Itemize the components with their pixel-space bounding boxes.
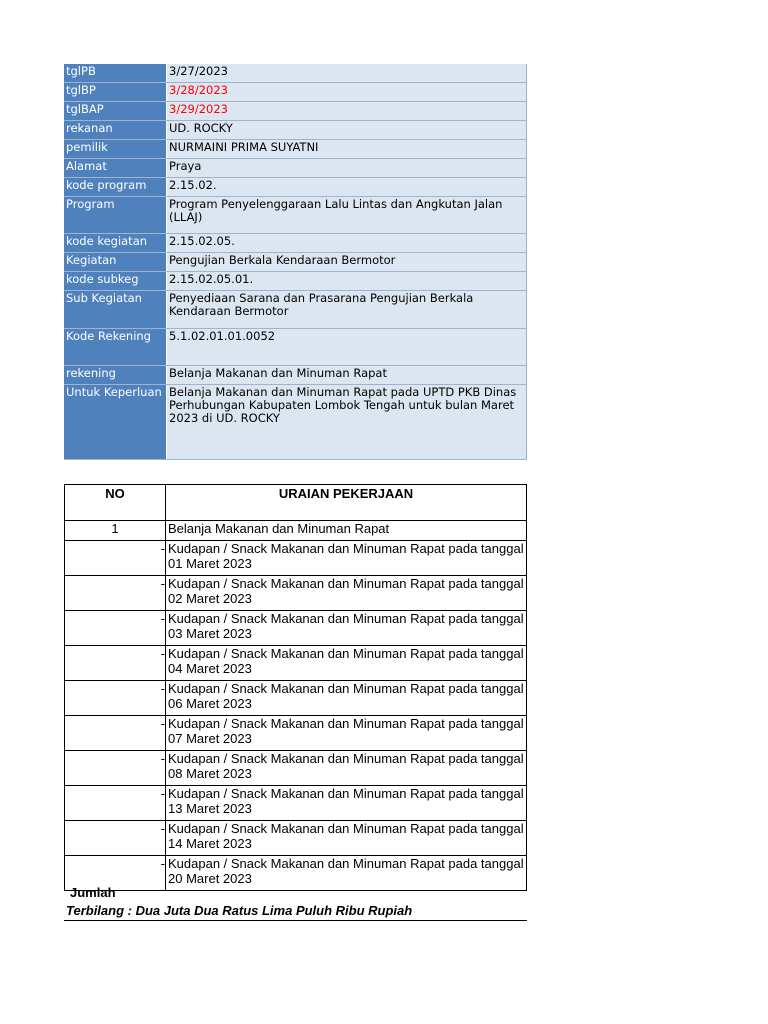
info-label: Program [64,197,167,234]
row-dash: - [65,576,166,611]
info-label: kode program [64,178,167,197]
row-number: 1 [65,521,166,541]
info-label: Untuk Keperluan [64,385,167,460]
info-value: NURMAINI PRIMA SUYATNI [167,140,527,159]
info-label: tglPB [64,64,167,83]
info-label: rekanan [64,121,167,140]
work-header-row [65,485,527,521]
row-description: Kudapan / Snack Makanan dan Minuman Rapat pada tanggal 07 Maret 2023 [166,716,527,751]
info-row [64,366,527,385]
row-description: Kudapan / Snack Makanan dan Minuman Rapat pada tanggal 06 Maret 2023 [166,681,527,716]
table-row [65,786,527,821]
info-row [64,121,527,140]
info-label: kode kegiatan [64,234,167,253]
table-row [65,751,527,786]
table-row [65,716,527,751]
info-label: Kode Rekening [64,329,167,366]
info-label: rekening [64,366,167,385]
info-label: Alamat [64,159,167,178]
table-row [65,611,527,646]
info-value: Praya [167,159,527,178]
row-dash: - [65,856,166,891]
info-row [64,329,527,366]
table-row [65,646,527,681]
table-row [65,541,527,576]
row-dash: - [65,751,166,786]
info-row [64,159,527,178]
info-value: 2.15.02. [167,178,527,197]
row-description: Kudapan / Snack Makanan dan Minuman Rapat pada tanggal 01 Maret 2023 [166,541,527,576]
info-row [64,197,527,234]
info-row [64,291,527,329]
info-row [64,102,527,121]
info-value: Program Penyelenggaraan Lalu Lintas dan Angkutan Jalan (LLAJ) [167,197,527,234]
table-row [65,681,527,716]
info-row [64,140,527,159]
info-value: 3/28/2023 [167,83,527,102]
info-row [64,178,527,197]
info-value: Belanja Makanan dan Minuman Rapat pada UPTD PKB Dinas Perhubungan Kabupaten Lombok Tengah untuk bulan Maret 2023 di UD. ROCKY [167,385,527,460]
work-table [64,484,527,891]
info-value: UD. ROCKY [167,121,527,140]
info-row [64,385,527,460]
row-dash: - [65,611,166,646]
info-row [64,64,527,83]
row-description: Kudapan / Snack Makanan dan Minuman Rapat pada tanggal 14 Maret 2023 [166,821,527,856]
info-row [64,234,527,253]
row-dash: - [65,821,166,856]
info-label: tglBP [64,83,167,102]
info-label: tglBAP [64,102,167,121]
row-description: Belanja Makanan dan Minuman Rapat [166,521,527,541]
row-dash: - [65,786,166,821]
header-no: NO [65,485,166,521]
row-description: Kudapan / Snack Makanan dan Minuman Rapat pada tanggal 04 Maret 2023 [166,646,527,681]
table-footer [64,884,527,921]
row-dash: - [65,681,166,716]
info-value: Pengujian Berkala Kendaraan Bermotor [167,253,527,272]
info-value: 5.1.02.01.01.0052 [167,329,527,366]
row-dash: - [65,646,166,681]
info-value: 3/29/2023 [167,102,527,121]
header-description: URAIAN PEKERJAAN [166,485,527,521]
terbilang-text: Terbilang : Dua Juta Dua Ratus Lima Puluh Ribu Rupiah [66,903,413,918]
row-description: Kudapan / Snack Makanan dan Minuman Rapat pada tanggal 20 Maret 2023 [166,856,527,891]
table-row [65,576,527,611]
info-label: kode subkeg [64,272,167,291]
info-value: Belanja Makanan dan Minuman Rapat [167,366,527,385]
info-table [64,64,527,460]
info-label: Kegiatan [64,253,167,272]
table-row [65,821,527,856]
info-row [64,272,527,291]
row-description: Kudapan / Snack Makanan dan Minuman Rapat pada tanggal 02 Maret 2023 [166,576,527,611]
info-label: pemilik [64,140,167,159]
info-label: Sub Kegiatan [64,291,167,329]
info-value: 3/27/2023 [167,64,527,83]
table-row [65,521,527,541]
info-value: 2.15.02.05. [167,234,527,253]
jumlah-label: Jumlah [70,885,116,900]
row-description: Kudapan / Snack Makanan dan Minuman Rapat pada tanggal 08 Maret 2023 [166,751,527,786]
info-row [64,253,527,272]
row-description: Kudapan / Snack Makanan dan Minuman Rapat pada tanggal 13 Maret 2023 [166,786,527,821]
info-value: 2.15.02.05.01. [167,272,527,291]
info-row [64,83,527,102]
row-description: Kudapan / Snack Makanan dan Minuman Rapat pada tanggal 03 Maret 2023 [166,611,527,646]
info-value: Penyediaan Sarana dan Prasarana Pengujian Berkala Kendaraan Bermotor [167,291,527,329]
row-dash: - [65,541,166,576]
row-dash: - [65,716,166,751]
